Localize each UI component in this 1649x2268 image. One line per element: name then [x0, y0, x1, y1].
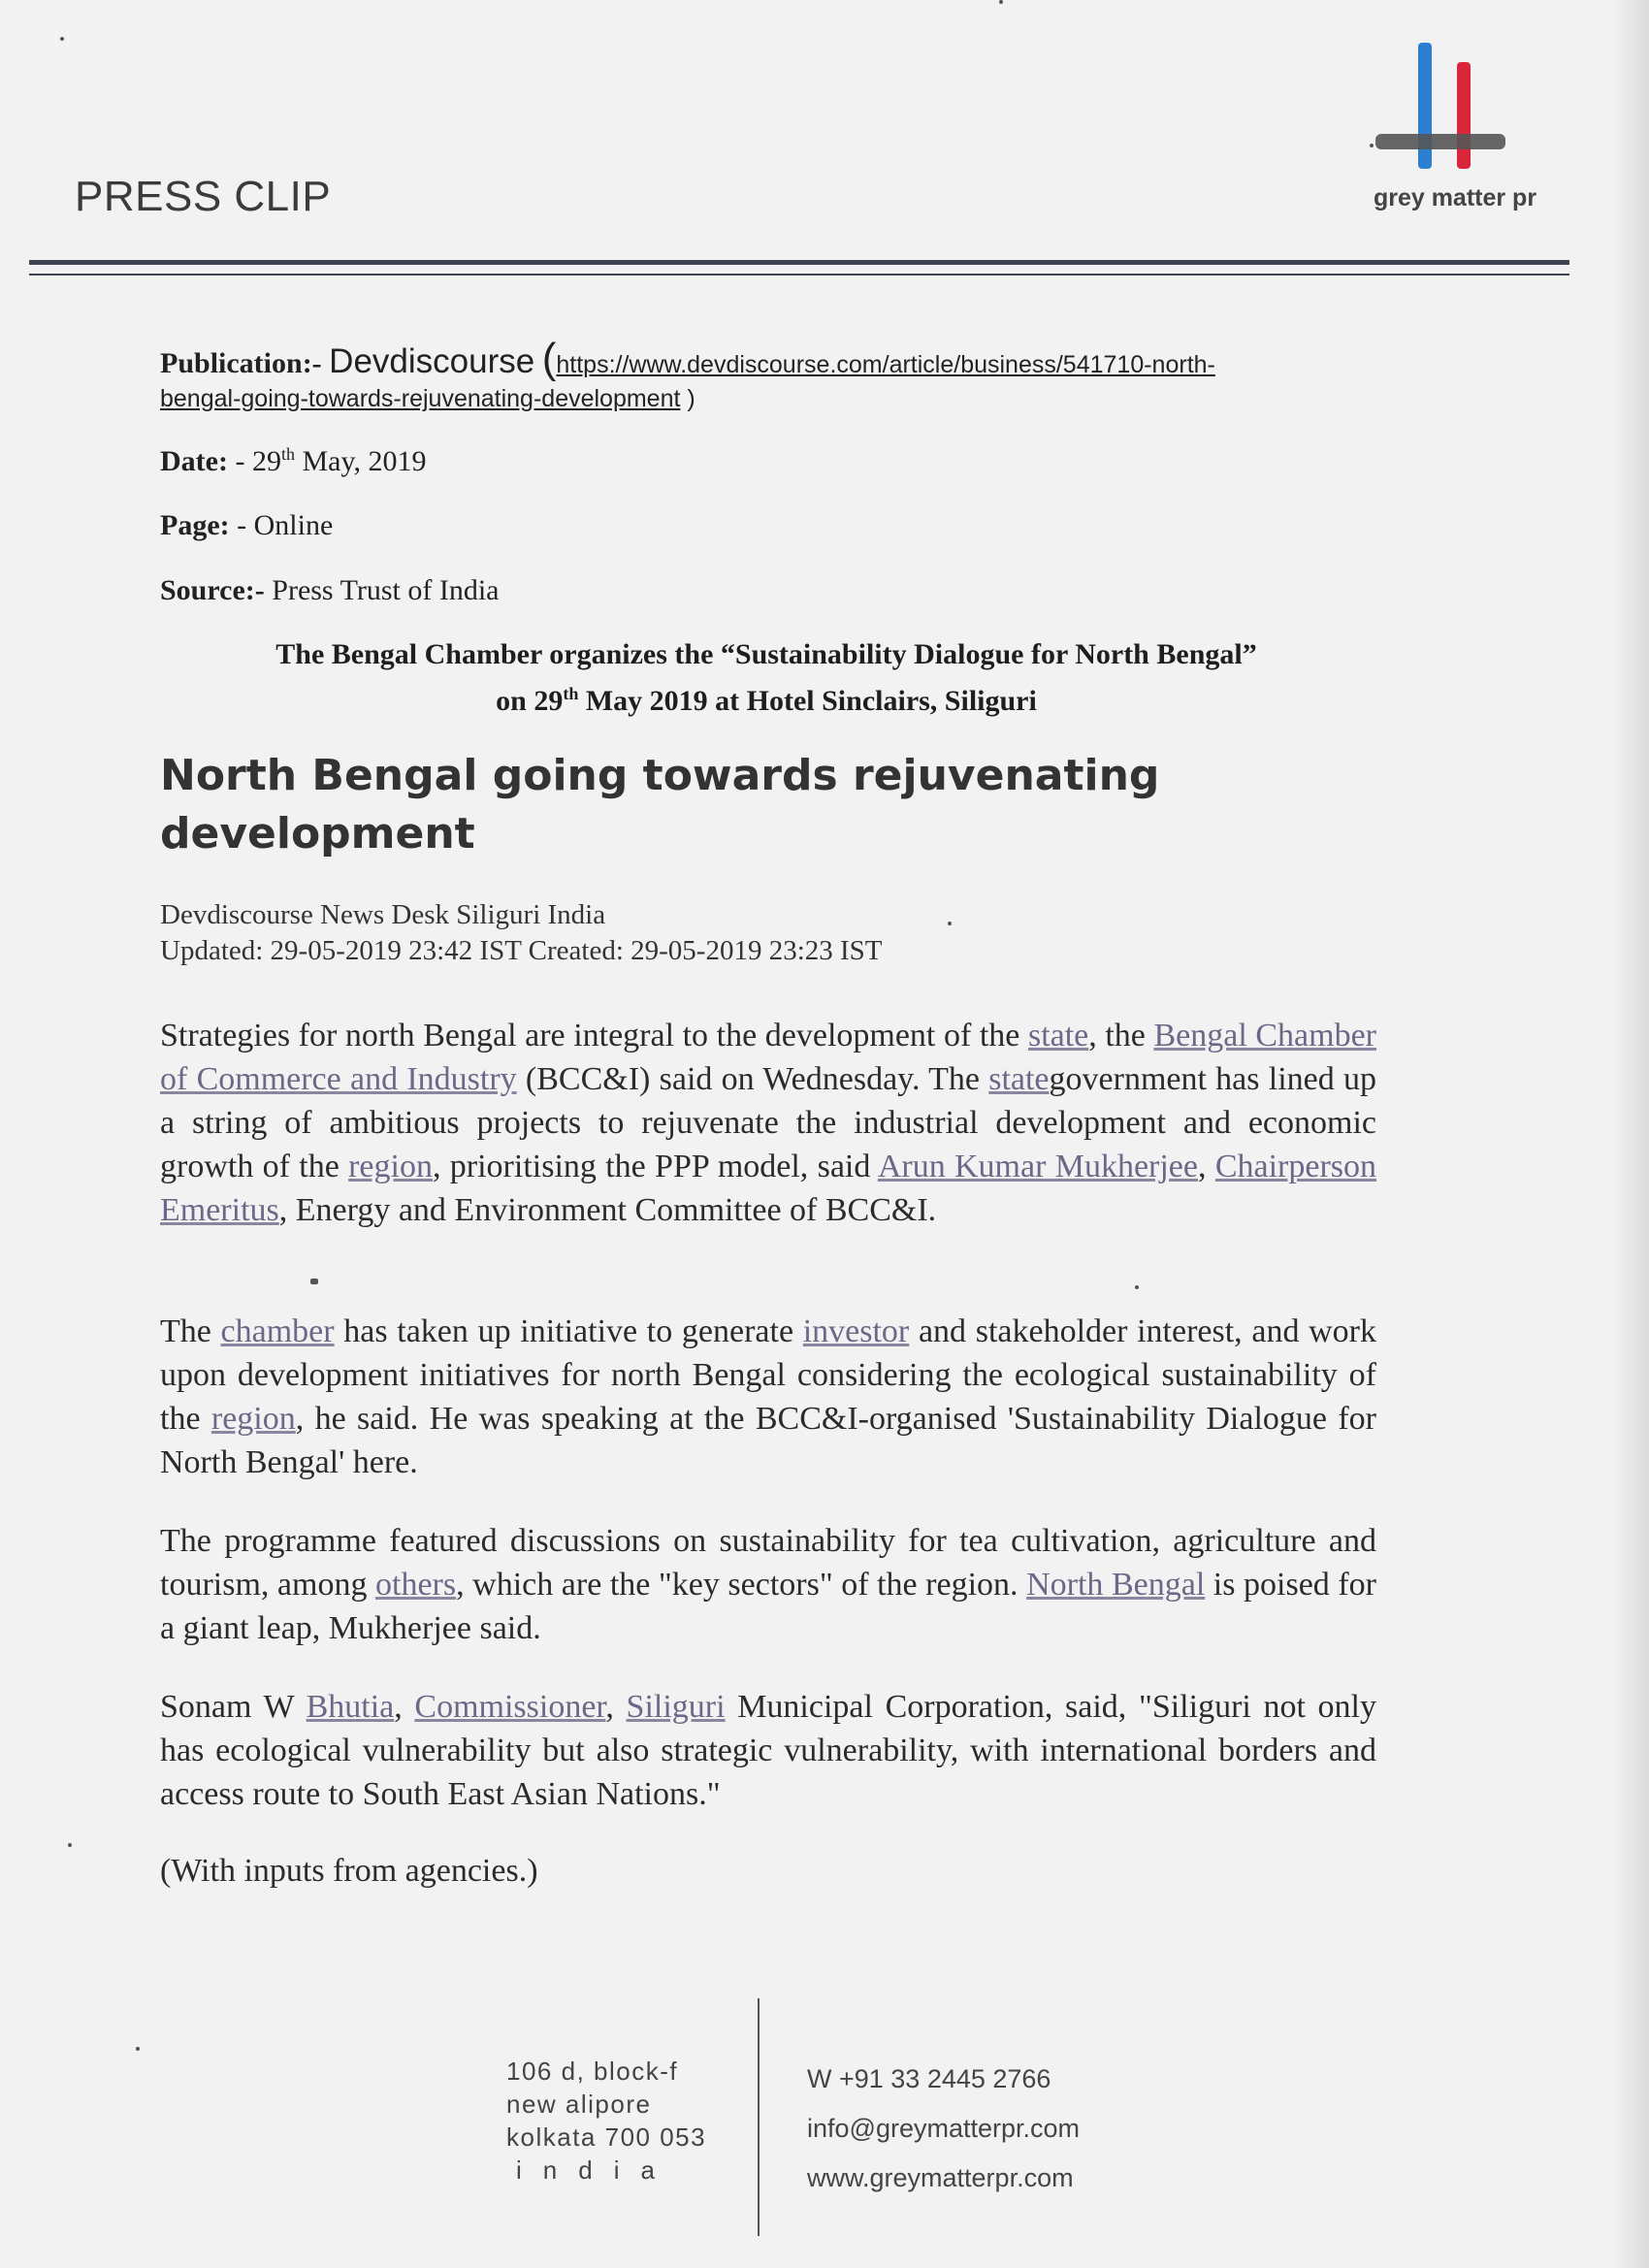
source-value: Press Trust of India [264, 574, 500, 606]
scan-speck [310, 1279, 318, 1284]
paragraph-2: The chamber has taken up initiative to generate investor and stakeholder interest, and work upon development initiatives for north Bengal considering the ecological sustainability of the region, he said. He was speaking at the BCC&I-organised 'Sustainability Dialogue for North Bengal' here. [160, 1313, 1376, 1480]
byline-timestamps: Updated: 29-05-2019 23:42 IST Created: 29-05-2019 23:23 IST [160, 935, 883, 966]
headline-line2: development [160, 809, 475, 859]
link-chairperson[interactable]: Chairperson [1214, 1149, 1376, 1184]
grey-matter-logo [1368, 39, 1542, 223]
link-north-bengal[interactable]: North Bengal [1026, 1567, 1206, 1603]
paragraph-3: The programme featured discussions on sustainability for tea cultivation, agriculture and tourism, among others, which are the "key sectors" of the region. North Bengal is poised for a giant leap, Mukherjee said. [160, 1523, 1376, 1646]
headline-line1: North Bengal going towards rejuvenating [160, 751, 1160, 800]
link-emeritus[interactable]: Emeritus [160, 1192, 279, 1228]
link-siliguri[interactable]: Siliguri [626, 1689, 726, 1725]
open-paren: ( [541, 335, 557, 382]
link-commissioner[interactable]: Commissioner [414, 1689, 606, 1725]
header-rule-thick [29, 260, 1569, 265]
date-rest: May, 2019 [294, 445, 427, 477]
event-title [126, 635, 1406, 721]
link-bhutia[interactable]: Bhutia [306, 1689, 395, 1725]
page-line [160, 509, 333, 542]
article-byline [160, 897, 883, 969]
scan-speck [1135, 1285, 1139, 1289]
link-state-2[interactable]: state [988, 1061, 1050, 1097]
link-bcci[interactable]: Bengal Chamber of Commerce and Industry [160, 1018, 1376, 1097]
scan-speck [948, 922, 952, 925]
event-title-line2 [126, 674, 1406, 721]
link-investor[interactable]: investor [802, 1313, 910, 1349]
byline-desk: Devdiscourse News Desk Siliguri India [160, 899, 606, 930]
link-region-2[interactable]: region [210, 1401, 296, 1437]
article-url-line1[interactable]: https://www.devdiscourse.com/article/business/541710-north- [556, 351, 1215, 378]
article-url-line2[interactable]: bengal-going-towards-rejuvenating-development [160, 385, 681, 412]
paragraph-1: Strategies for north Bengal are integral to the development of the state, the Bengal Chamber of Commerce and Industry (BCC&I) said on Wednesday. The stategovernment has lined up a string of ambitious projects to rejuvenate the industrial development and economic growth of the region, prioritising the PPP model, said Arun Kumar Mukherjee, Chairperson Emeritus, Energy and Environment Committee of BCC&I. [160, 1018, 1376, 1228]
link-others[interactable]: others [375, 1567, 457, 1603]
address-line1: 106 d, block-f [506, 2057, 679, 2086]
date-sup: th [280, 444, 295, 464]
date-line [160, 444, 427, 478]
page-edge-shadow [1610, 0, 1649, 2268]
link-state[interactable]: state [1027, 1018, 1089, 1053]
scan-speck [999, 0, 1003, 4]
header-rule-thin [29, 274, 1569, 275]
date-label: Date: [160, 445, 228, 477]
address-line4: india [516, 2155, 676, 2185]
scan-speck [68, 1843, 72, 1847]
publication-name: Devdiscourse [329, 342, 535, 380]
link-chamber[interactable]: chamber [220, 1313, 335, 1349]
event-date-sup: th [563, 684, 579, 703]
event-date-prefix: on 29 [496, 685, 564, 717]
link-region[interactable]: region [348, 1149, 433, 1184]
close-paren: ) [680, 385, 695, 412]
address-line2: new alipore [506, 2090, 652, 2119]
publication-line [160, 335, 1215, 383]
footer-divider [758, 1998, 760, 2236]
page-label: Page: [160, 509, 230, 541]
page-value: - Online [229, 509, 334, 541]
event-date-rest: May 2019 at Hotel Sinclairs, Siliguri [578, 685, 1037, 717]
link-arun-kumar-mukherjee[interactable]: Arun Kumar Mukherjee [877, 1149, 1198, 1184]
logo-bars-icon [1368, 39, 1542, 175]
publication-label: Publication:- [160, 347, 322, 379]
address-line3: kolkata 700 053 [506, 2122, 707, 2152]
scan-speck [136, 2047, 140, 2051]
publication-url-line2 [160, 381, 695, 414]
source-label: Source:- [160, 574, 265, 606]
date-prefix: - 29 [227, 445, 281, 477]
article-headline [160, 747, 1179, 863]
paragraph-4: Sonam W Bhutia, Commissioner, Siliguri Municipal Corporation, said, "Siliguri not only has ecological vulnerability but also strategic vulnerability, with international borders and access route to South East Asian Nations." [160, 1689, 1377, 1812]
footer-address [506, 2055, 706, 2187]
footer-contact [807, 2055, 1080, 2203]
press-clip-title: PRESS CLIP [75, 173, 332, 220]
event-title-line1: The Bengal Chamber organizes the “Sustainability Dialogue for North Bengal” [275, 638, 1257, 670]
logo-text: grey matter pr [1373, 184, 1537, 211]
source-line [160, 574, 499, 607]
closing-note: (With inputs from agencies.) [160, 1853, 538, 1889]
scan-speck [60, 37, 64, 41]
footer-phone: W +91 33 2445 2766 [807, 2064, 1051, 2093]
footer-email[interactable]: info@greymatterpr.com [807, 2114, 1081, 2143]
footer-website[interactable]: www.greymatterpr.com [807, 2163, 1074, 2192]
